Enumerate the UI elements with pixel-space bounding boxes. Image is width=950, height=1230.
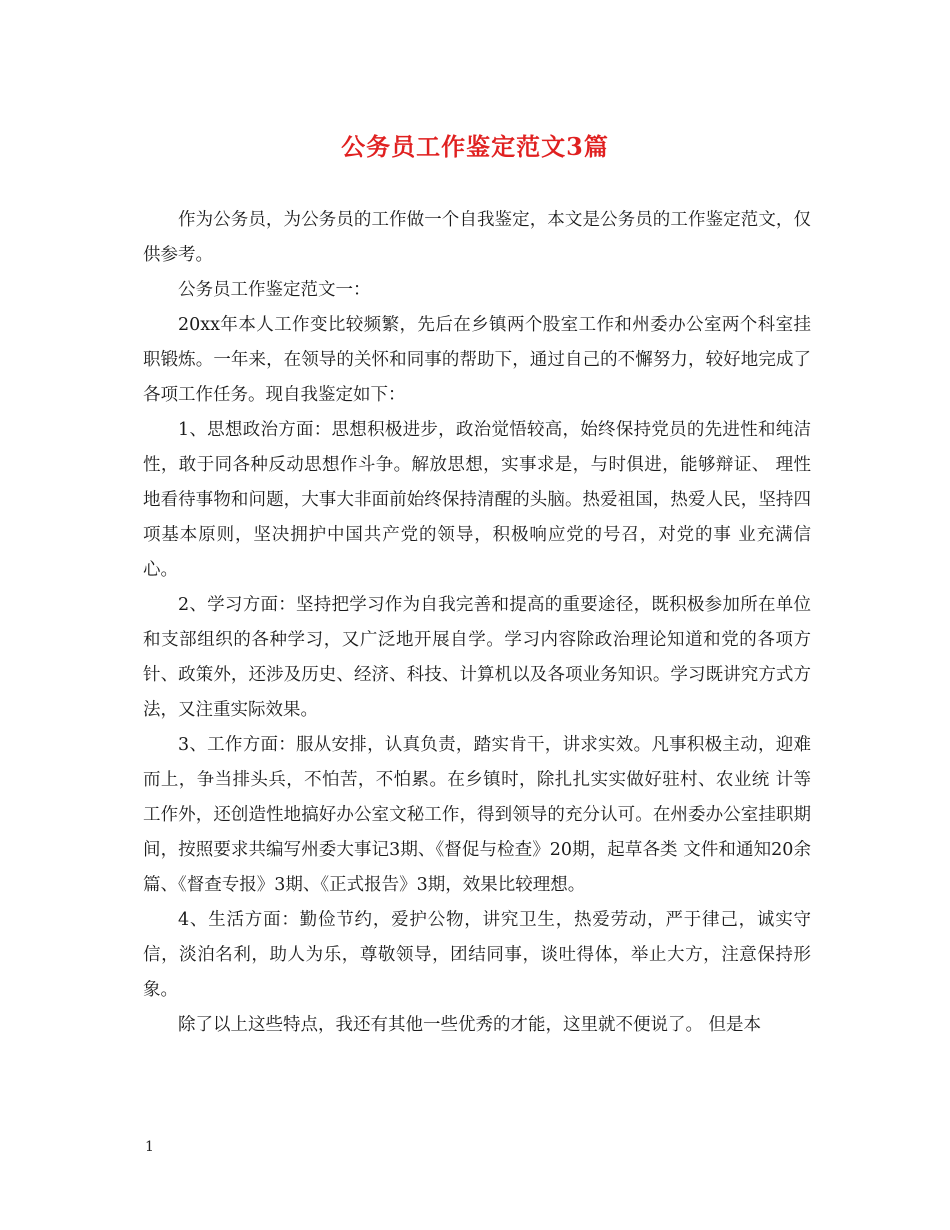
paragraph-section-heading: 公务员工作鉴定范文一：	[178, 280, 371, 300]
paragraph-intro: 作为公务员，为公务员的工作做一个自我鉴定，本文是公务员的工作鉴定范文，仅供参考。	[143, 210, 811, 265]
paragraph-closing: 除了以上这些特点，我还有其他一些优秀的才能，这里就不便说了。 但是本	[178, 1015, 762, 1035]
paragraph-political: 1、思想政治方面：思想积极进步，政治觉悟较高，始终保持党员的先进性和纯洁性，敢于同各种反动思想作斗争。解放思想，实事求是，与时俱进，能够辩证、 理性地看待事物和问题，大事大非面前始终保持清醒的头脑。热爱祖国，热爱人民，坚持四项基本原则，坚决拥护中国共产党的领导，积极响应党的号召，对党的事 业充满信心。	[143, 420, 811, 580]
paragraph-study: 2、学习方面：坚持把学习作为自我完善和提高的重要途径，既积极参加所在单位和支部组织的各种学习，又广泛地开展自学。学习内容除政治理论知道和党的各项方针、政策外，还涉及历史、经济、科技、计算机以及各项业务知识。学习既讲究方式方法，又注重实际效果。	[143, 595, 811, 720]
document-title: 公务员工作鉴定范文3篇	[341, 132, 609, 161]
document-body	[143, 203, 811, 1043]
paragraph-overview: 20xx年本人工作变比较频繁，先后在乡镇两个股室工作和州委办公室两个科室挂职锻炼。一年来，在领导的关怀和同事的帮助下，通过自己的不懈努力，较好地完成了各项工作任务。现自我鉴定如下：	[143, 315, 811, 405]
page-number: 1	[145, 1139, 154, 1155]
paragraph-life: 4、生活方面：勤俭节约，爱护公物，讲究卫生，热爱劳动，严于律己，诚实守信，淡泊名利，助人为乐，尊敬领导，团结同事，谈吐得体，举止大方，注意保持形象。	[143, 910, 811, 1000]
paragraph-work: 3、工作方面：服从安排，认真负责，踏实肯干，讲求实效。凡事积极主动，迎难而上，争当排头兵，不怕苦，不怕累。在乡镇时，除扎扎实实做好驻村、农业统 计等工作外，还创造性地搞好办公室文秘工作，得到领导的充分认可。在州委办公室挂职期间，按照要求共编写州委大事记3期、《督促与检查》20期，起草各类 文件和通知20余篇、《督查专报》3期、《正式报告》3期，效果比较理想。	[143, 735, 811, 895]
